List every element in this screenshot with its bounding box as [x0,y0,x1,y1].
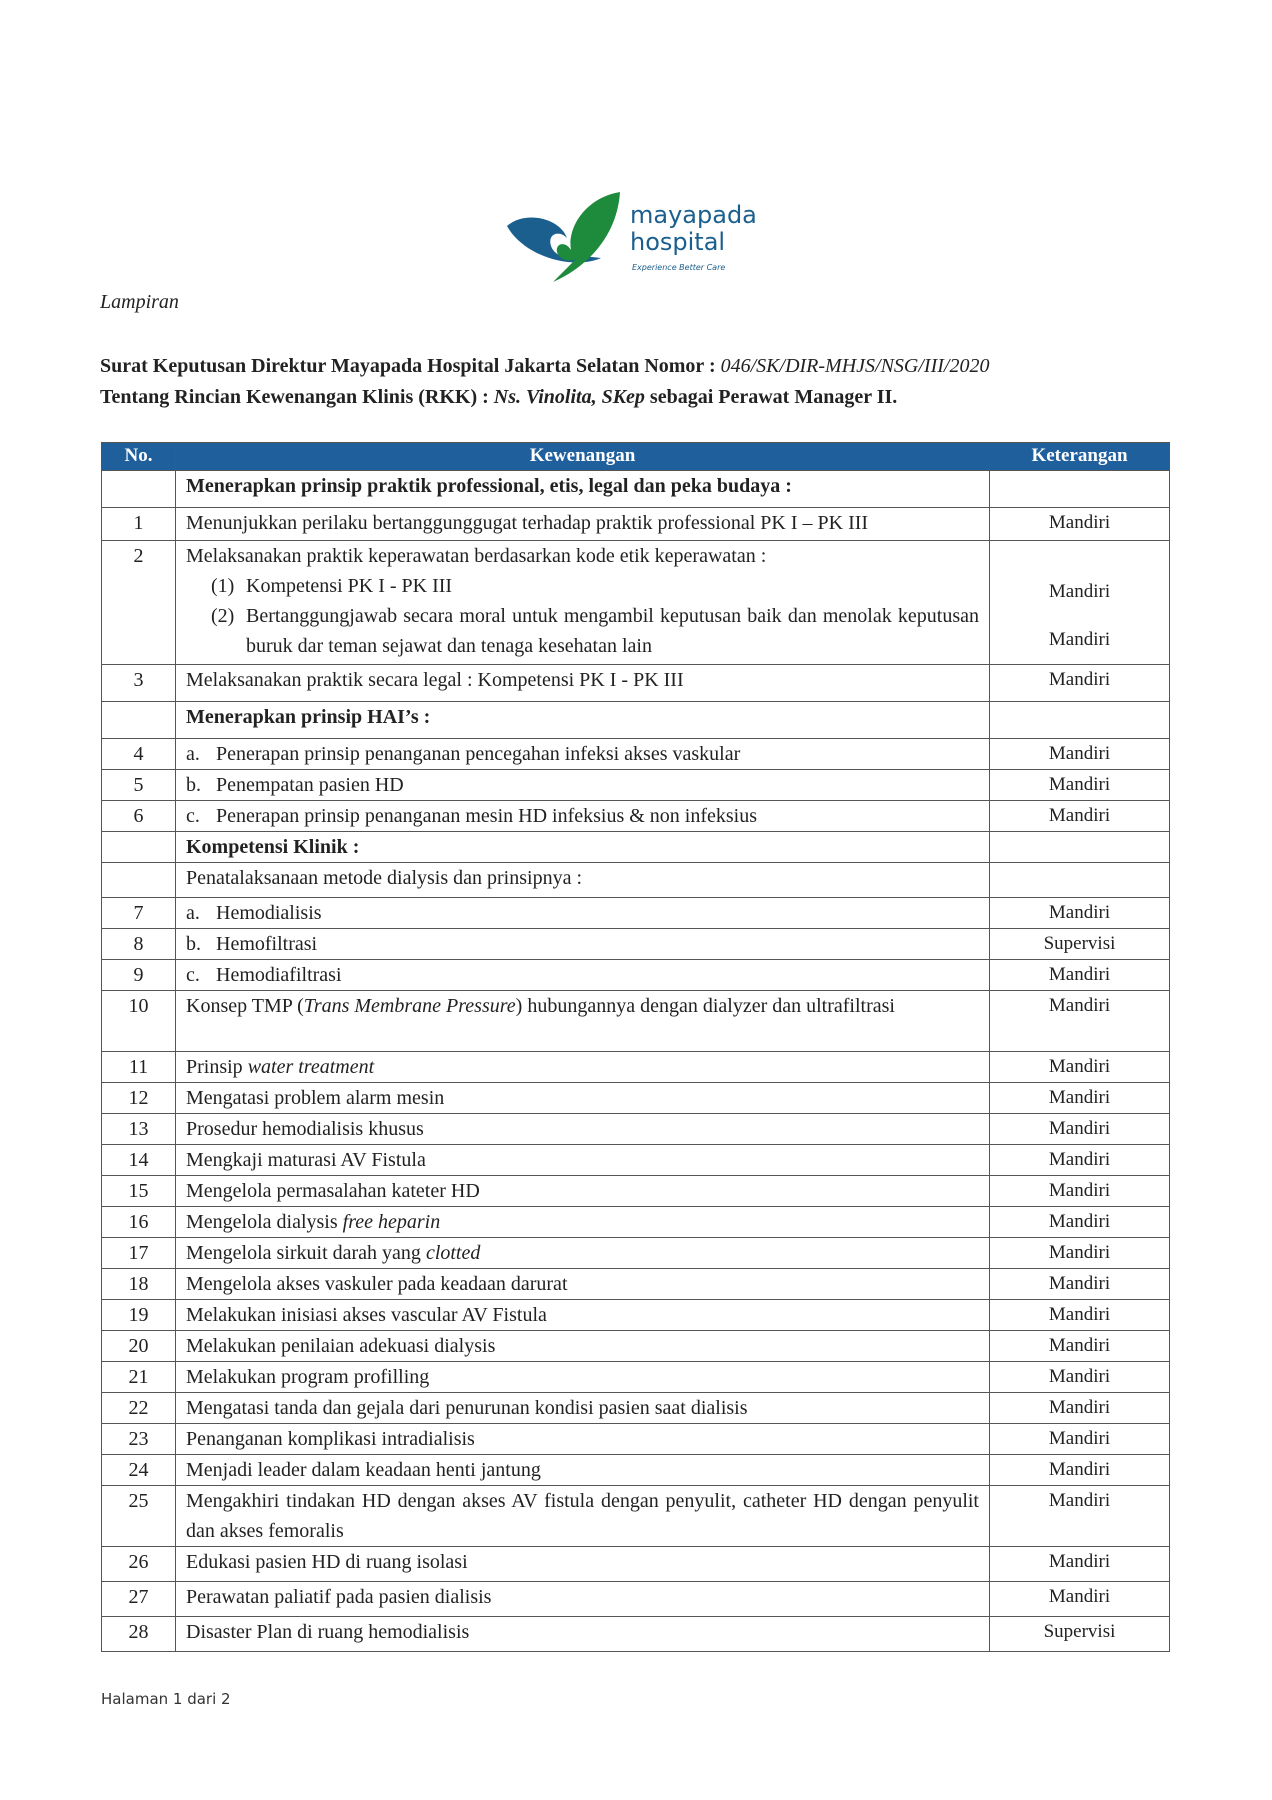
row-kewenangan [176,1145,990,1176]
row-keterangan: Mandiri [990,991,1170,1052]
text-segment: Mengatasi tanda dan gejala dari penurunan kondisi pasien saat dialisis [186,1397,748,1419]
text-segment: Kompetensi Klinik : [186,836,360,858]
row-number: 13 [102,1114,176,1145]
row-number [102,702,176,739]
table-row [102,541,1170,665]
row-keterangan: Mandiri [990,1582,1170,1617]
row-number: 27 [102,1582,176,1617]
text-segment: Hemofiltrasi [216,933,318,955]
row-keterangan: Mandiri [990,1052,1170,1083]
table-row [102,1393,1170,1424]
row-kewenangan [176,1238,990,1269]
competency-table [101,442,1170,1652]
item-letter: a. [186,902,200,924]
row-number: 28 [102,1617,176,1652]
text-segment: Mengelola dialysis [186,1211,343,1233]
row-keterangan: Mandiri [990,1269,1170,1300]
nurse-name: Ns. Vinolita, SKep [493,386,645,408]
text-segment: Prosedur hemodialisis khusus [186,1118,424,1140]
table-row [102,1547,1170,1582]
row-keterangan: Mandiri [990,1362,1170,1393]
table-row [102,863,1170,898]
text-segment: Edukasi pasien HD di ruang isolasi [186,1551,468,1573]
row-kewenangan [176,471,990,508]
row-keterangan: Supervisi [990,929,1170,960]
sub-item-text: Bertanggungjawab secara moral untuk mengambil keputusan baik dan menolak keputusan buruk dar teman sejawat dan tenaga kesehatan lain [246,605,979,657]
row-kewenangan [176,898,990,929]
row-number: 16 [102,1207,176,1238]
text-segment: Menunjukkan perilaku bertanggunggugat terhadap praktik professional PK I – PK III [186,512,869,534]
italic-term: clotted [425,1242,481,1264]
italic-term: Trans Membrane Pressure [303,995,516,1017]
row-number: 18 [102,1269,176,1300]
row-keterangan: Mandiri [990,1176,1170,1207]
row-number: 26 [102,1547,176,1582]
section-row [102,702,1170,739]
row-number: 4 [102,739,176,770]
mayapada-hospital-logo [505,188,775,283]
text-segment: Penanganan komplikasi intradialisis [186,1428,475,1450]
row-number: 23 [102,1424,176,1455]
row-number: 7 [102,898,176,929]
row-keterangan [990,541,1170,665]
row-keterangan: Mandiri [990,665,1170,702]
lampiran-label: Lampiran [100,291,179,313]
row-keterangan: Mandiri [990,1145,1170,1176]
row-keterangan: Mandiri [990,1486,1170,1547]
row-number: 2 [102,541,176,665]
row-number: 14 [102,1145,176,1176]
row-number: 21 [102,1362,176,1393]
section-row [102,832,1170,863]
row-kewenangan [176,1300,990,1331]
row-number: 11 [102,1052,176,1083]
row-keterangan [990,471,1170,508]
row-number: 15 [102,1176,176,1207]
table-row [102,1486,1170,1547]
table-row [102,1207,1170,1238]
text-segment: Menerapkan prinsip praktik professional, etis, legal dan peka budaya : [186,475,792,497]
header-kewenangan: Kewenangan [176,443,990,471]
table-row [102,1331,1170,1362]
row-number: 25 [102,1486,176,1547]
text-segment: Mengelola permasalahan kateter HD [186,1180,480,1202]
text-segment: Penerapan prinsip penanganan pencegahan infeksi akses vaskular [216,743,741,765]
text-segment: Mengatasi problem alarm mesin [186,1087,445,1109]
row-kewenangan [176,1547,990,1582]
row-number: 20 [102,1331,176,1362]
row-number: 19 [102,1300,176,1331]
logo-line1: mayapada [630,201,757,229]
table-row [102,739,1170,770]
row-kewenangan [176,508,990,541]
row-keterangan: Mandiri [990,1238,1170,1269]
row-number: 24 [102,1455,176,1486]
section-row [102,471,1170,508]
row-number: 8 [102,929,176,960]
row-kewenangan [176,702,990,739]
page-footer: Halaman 1 dari 2 [101,1690,231,1708]
row-number: 17 [102,1238,176,1269]
table-row [102,508,1170,541]
row-kewenangan [176,832,990,863]
title-line2-end: sebagai Perawat Manager II. [649,386,898,408]
text-segment: Melaksanakan praktik keperawatan berdasarkan kode etik keperawatan : [186,545,767,567]
row-main-text [186,541,979,571]
text-segment: Melakukan program profilling [186,1366,430,1388]
table-row [102,991,1170,1052]
row-keterangan [990,832,1170,863]
sub-item-keterangan: Mandiri [1048,629,1111,650]
table-row [102,665,1170,702]
text-segment: Hemodiafiltrasi [216,964,342,986]
table-row [102,1083,1170,1114]
ket-spacer [1000,541,1159,571]
row-keterangan: Mandiri [990,1455,1170,1486]
header-no: No. [102,443,176,471]
italic-term: water treatment [247,1056,375,1078]
heart-logo-icon [505,188,630,283]
row-kewenangan [176,1269,990,1300]
row-kewenangan [176,541,990,665]
italic-term: free heparin [342,1211,441,1233]
row-kewenangan [176,770,990,801]
row-number: 1 [102,508,176,541]
table-row [102,1582,1170,1617]
text-segment: Perawatan paliatif pada pasien dialisis [186,1586,492,1608]
text-segment: Menjadi leader dalam keadaan henti jantung [186,1459,541,1481]
text-segment: Melakukan inisiasi akses vascular AV Fistula [186,1304,547,1326]
row-kewenangan [176,1207,990,1238]
row-keterangan: Mandiri [990,1114,1170,1145]
item-letter: c. [186,964,200,986]
text-segment: Hemodialisis [216,902,322,924]
row-keterangan: Mandiri [990,898,1170,929]
document-title [100,351,989,413]
text-segment: Melaksanakan praktik secara legal : Kompetensi PK I - PK III [186,669,684,691]
row-kewenangan [176,1114,990,1145]
text-segment: Mengelola sirkuit darah yang [186,1242,426,1264]
text-segment: Disaster Plan di ruang hemodialisis [186,1621,470,1643]
row-keterangan: Mandiri [990,739,1170,770]
row-kewenangan [176,1582,990,1617]
header-keterangan: Keterangan [990,443,1170,471]
table-row [102,1617,1170,1652]
text-segment: Penempatan pasien HD [216,774,404,796]
row-kewenangan [176,1424,990,1455]
logo-tagline: Experience Better Care [632,263,726,272]
row-kewenangan [176,960,990,991]
text-segment: Melakukan penilaian adekuasi dialysis [186,1335,496,1357]
title-line2: Tentang Rincian Kewenangan Klinis (RKK) : [100,386,489,408]
table-row [102,1052,1170,1083]
row-keterangan: Supervisi [990,1617,1170,1652]
sub-item-number: (1) [211,575,235,597]
row-kewenangan [176,1176,990,1207]
text-segment: Penatalaksanaan metode dialysis dan prinsipnya : [186,867,583,889]
item-letter: a. [186,743,200,765]
row-keterangan: Mandiri [990,801,1170,832]
text-segment: Konsep TMP ( [186,995,304,1017]
table-row [102,898,1170,929]
row-keterangan: Mandiri [990,1393,1170,1424]
row-keterangan: Mandiri [990,508,1170,541]
row-number [102,863,176,898]
row-number: 22 [102,1393,176,1424]
table-row [102,1455,1170,1486]
table-row [102,1145,1170,1176]
row-keterangan: Mandiri [990,1547,1170,1582]
sub-item-number: (2) [211,605,235,627]
sub-item-text: Kompetensi PK I - PK III [246,575,453,597]
table-header [102,443,1170,471]
text-segment: Mengkaji maturasi AV Fistula [186,1149,426,1171]
logo-line2: hospital [630,228,726,256]
row-kewenangan [176,1083,990,1114]
row-kewenangan [176,739,990,770]
text-segment: Menerapkan prinsip HAI’s : [186,706,431,728]
text-segment: Mengakhiri tindakan HD dengan akses AV fistula dengan penyulit, catheter HD dengan penyulit dan akses femoralis [186,1490,979,1542]
sub-item-keterangan: Mandiri [1048,581,1111,602]
decree-number: 046/SK/DIR-MHJS/NSG/III/2020 [720,355,990,377]
table-row [102,960,1170,991]
row-number: 12 [102,1083,176,1114]
row-kewenangan [176,801,990,832]
title-line1: Surat Keputusan Direktur Mayapada Hospital Jakarta Selatan Nomor : [100,355,716,377]
row-kewenangan [176,1393,990,1424]
table-row [102,1424,1170,1455]
row-keterangan: Mandiri [990,960,1170,991]
row-number: 9 [102,960,176,991]
sub-item [186,601,979,661]
text-segment: Prinsip [186,1056,248,1078]
table-row [102,770,1170,801]
text-segment: ) hubungannya dengan dialyzer dan ultrafiltrasi [515,995,895,1017]
table-row [102,801,1170,832]
text-segment: Mengelola akses vaskuler pada keadaan darurat [186,1273,568,1295]
row-kewenangan [176,991,990,1052]
row-keterangan [990,863,1170,898]
item-letter: b. [186,774,201,796]
table-row [102,1238,1170,1269]
table-row [102,1300,1170,1331]
table-row [102,1269,1170,1300]
text-segment: Penerapan prinsip penanganan mesin HD infeksius & non infeksius [216,805,758,827]
table-row [102,1362,1170,1393]
row-kewenangan [176,1331,990,1362]
row-keterangan [990,702,1170,739]
row-keterangan: Mandiri [990,770,1170,801]
row-keterangan: Mandiri [990,1300,1170,1331]
row-keterangan: Mandiri [990,1083,1170,1114]
row-keterangan: Mandiri [990,1331,1170,1362]
table-row [102,1114,1170,1145]
row-number: 5 [102,770,176,801]
row-number [102,832,176,863]
row-number: 3 [102,665,176,702]
table-row [102,1176,1170,1207]
row-number: 10 [102,991,176,1052]
row-kewenangan [176,863,990,898]
row-kewenangan [176,1362,990,1393]
item-letter: c. [186,805,200,827]
row-kewenangan [176,665,990,702]
item-letter: b. [186,933,201,955]
row-number [102,471,176,508]
row-number: 6 [102,801,176,832]
row-kewenangan [176,1052,990,1083]
row-kewenangan [176,1617,990,1652]
row-keterangan: Mandiri [990,1207,1170,1238]
sub-item [186,571,979,601]
table-row [102,929,1170,960]
row-keterangan: Mandiri [990,1424,1170,1455]
row-kewenangan [176,929,990,960]
row-kewenangan [176,1486,990,1547]
row-kewenangan [176,1455,990,1486]
